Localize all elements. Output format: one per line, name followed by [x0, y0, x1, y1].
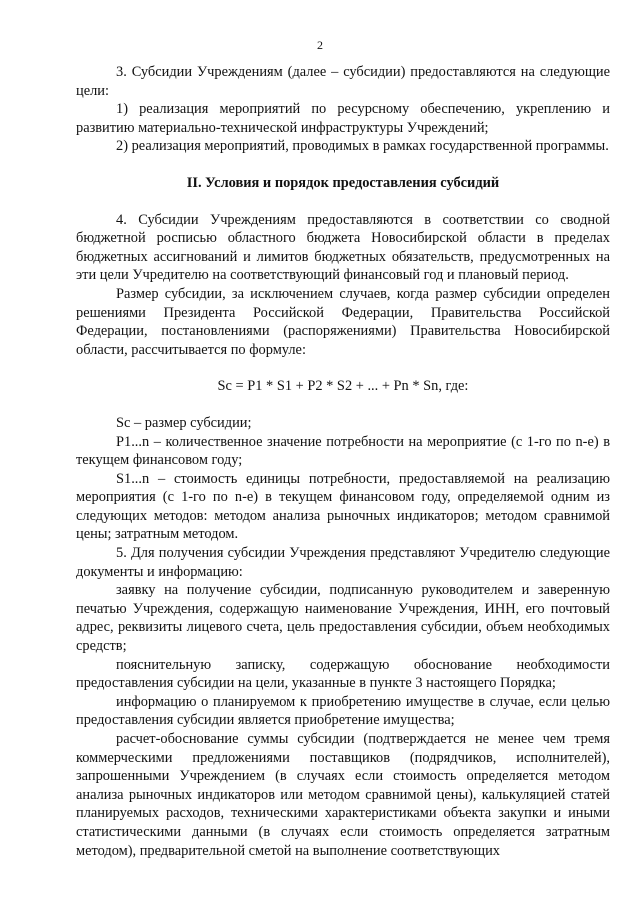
doc-item-property-info: информацию о планируемом к приобретению имуществе в случае, если целью предоставления субсидии является приобретение имущества;	[76, 693, 610, 729]
paragraph-3-item-2: 2) реализация мероприятий, проводимых в рамках государственной программы.	[116, 138, 609, 155]
formula: Sc = P1 * S1 + P2 * S2 + ... + Pn * Sn, где:	[217, 378, 469, 395]
definition-sc: Sc – размер субсидии;	[116, 414, 252, 431]
paragraph-subsidy-size: Размер субсидии, за исключением случаев, когда размер субсидии определен решениями Президента Российской Федерации, Правительства Российской Федерации, постановлениями (распоряжениями) Правительства Новосибирской области, рассчитывается по формуле:	[76, 285, 610, 358]
definition-s: S1...n – стоимость единицы потребности, предоставляемой на реализацию мероприятия (с 1-го по n-е) в текущем финансовом году, определяемой одним из следующих методов: методом анализа рыночных индикаторов; методом сравнимой цены; затратным методом.	[76, 470, 610, 543]
doc-item-application: заявку на получение субсидии, подписанную руководителем и заверенную печатью Учреждения, содержащую наименование Учреждения, ИНН, его почтовый адрес, реквизиты лицевого счета, цель предоставления субсидии, объем необходимых средств;	[76, 582, 610, 655]
definition-p: P1...n – количественное значение потребности на мероприятие (с 1-го по n-е) в текущем финансовом году;	[76, 433, 610, 469]
paragraph-4: 4. Субсидии Учреждениям предоставляются в соответствии со сводной бюджетной росписью областного бюджета Новосибирской области в пределах бюджетных ассигнований и лимитов бюджетных обязательств, предусмотренных на эти цели Учредителю на соответствующий финансовый год и плановый период.	[76, 211, 610, 284]
page-number: 2	[317, 38, 323, 52]
paragraph-5: 5. Для получения субсидии Учреждения представляют Учредителю следующие документы и информацию:	[76, 545, 610, 580]
doc-item-explanatory-note: пояснительную записку, содержащую обоснование необходимости предоставления субсидии на цели, указанные в пункте 3 настоящего Порядка;	[76, 656, 610, 692]
paragraph-3-item-1: 1) реализация мероприятий по ресурсному обеспечению, укреплению и развитию материально-технической инфраструктуры Учреждений;	[76, 101, 610, 136]
section-heading: II. Условия и порядок предоставления субсидий	[186, 174, 500, 191]
document-body	[76, 63, 610, 860]
doc-item-calculation: расчет-обоснование суммы субсидии (подтверждается не менее чем тремя коммерческими предложениями поставщиков (подрядчиков, исполнителей), запрошенными Учреждением (в случаях если стоимость определяется методом анализа рыночных индикаторов или методом сравнимой цены), калькуляцией статей планируемых расходов, техническими характеристиками объекта закупки и иными статистическими данными (в случаях если стоимость определяется затратным методом), предварительной сметой на выполнение соответствующих	[76, 731, 610, 859]
paragraph-3-intro: 3. Субсидии Учреждениям (далее – субсидии) предоставляются на следующие цели:	[76, 64, 610, 99]
